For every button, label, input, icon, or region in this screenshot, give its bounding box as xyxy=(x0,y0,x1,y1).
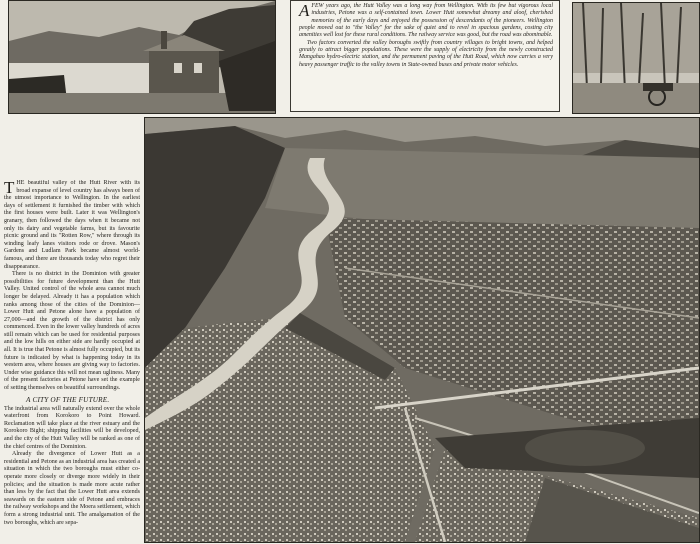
cottage-photo xyxy=(8,0,276,114)
intro-paragraph-1: AFEW years ago, the Hutt Valley was a long way from Wellington. With its few but vigorous local industries, Petone was a self-contained town. Lower Hutt somewhat dreamy and aloof, cherished memories of the early days and enjoyed the possession of descendants of the pioneers. Wellington people moved out to "the Valley" for the sake of quiet and to revel in spacious gardens, costing city amenities well lost for these rural conditions. The railway service was good, but the road was abominable. xyxy=(299,1,553,39)
aerial-valley-photo xyxy=(144,117,700,543)
article-drop-cap: T xyxy=(4,180,15,197)
section-heading: A CITY OF THE FUTURE. xyxy=(26,395,110,404)
cart-photo xyxy=(572,2,700,114)
article-paragraph-2: There is no district in the Dominion with greater possibilities for future development than the Hutt Valley. United control of the whole area cannot much longer be delayed. Already it has a population which ranks among those of the cities of the Dominion—Lower Hutt and Petone alone have a population of 27,000—and the growth of the district has only commenced. Even in the lower valley hundreds of acres still remain which can be used for residential purposes and the low hills on either side are hardly occupied at all. It is true that Petone is almost fully occupied, but its future is indicated by what is happening today in its western area, where houses are giving way to factories. Under wise guidance this will not mean ugliness. Many of the present factories at Petone have set the example of setting themselves on beautiful surroundings. xyxy=(4,271,140,392)
article-paragraph-3: The industrial area will naturally extend over the whole waterfront from Korokoro to Point Howard. Reclamation will take place at the river estuary and the Korokoro Bight; shipping facilities will be developed, and the city of the Hutt Valley will be ranked as one of the chief centres of the Dominion. xyxy=(4,405,140,450)
article-paragraph-1: THE beautiful valley of the Hutt River with its broad expanse of level country has always been of the utmost importance to Wellington. In the earliest days of settlement it furnished the timber with which the first houses were built. Later it was Wellington's granary, then followed the days when it became not only its dairy and vegetable farms, but its favourite picnic ground and its "Rotten Row," where through its winding leafy lanes visitors rode or drove. Mason's Gardens and Ludlam Park became almost world-famous, and there are thousands today who regret their disappearance. xyxy=(4,180,140,270)
article-paragraph-4: Already the divergence of Lower Hutt as a residential and Petone as an industrial area has created a situation in which the two boroughs must either co-operate more closely or diverge more widely in their policies; and the situation is made more acute rather than less by the fact that the Lower Hutt area extends seawards on the eastern side of Petone and embraces the railway workshops and the Moera settlement, which form a strong industrial unit. The amalgamation of the two boroughs, which are sepa- xyxy=(4,451,140,526)
article-column xyxy=(4,180,140,544)
intro-drop-cap: A xyxy=(299,1,310,20)
intro-text-box xyxy=(290,0,560,112)
intro-paragraph-2: Two factors converted the valley boroughs swiftly from country villages to bright towns, and helped greatly to attract bigger populations. These were the supply of electricity from the newly constructed Mangahao hydro-electric station, and the permanent paving of the Hutt Road, which now carries a very heavy passenger traffic to the valley towns in State-owned buses and private motor vehicles. xyxy=(299,39,553,68)
